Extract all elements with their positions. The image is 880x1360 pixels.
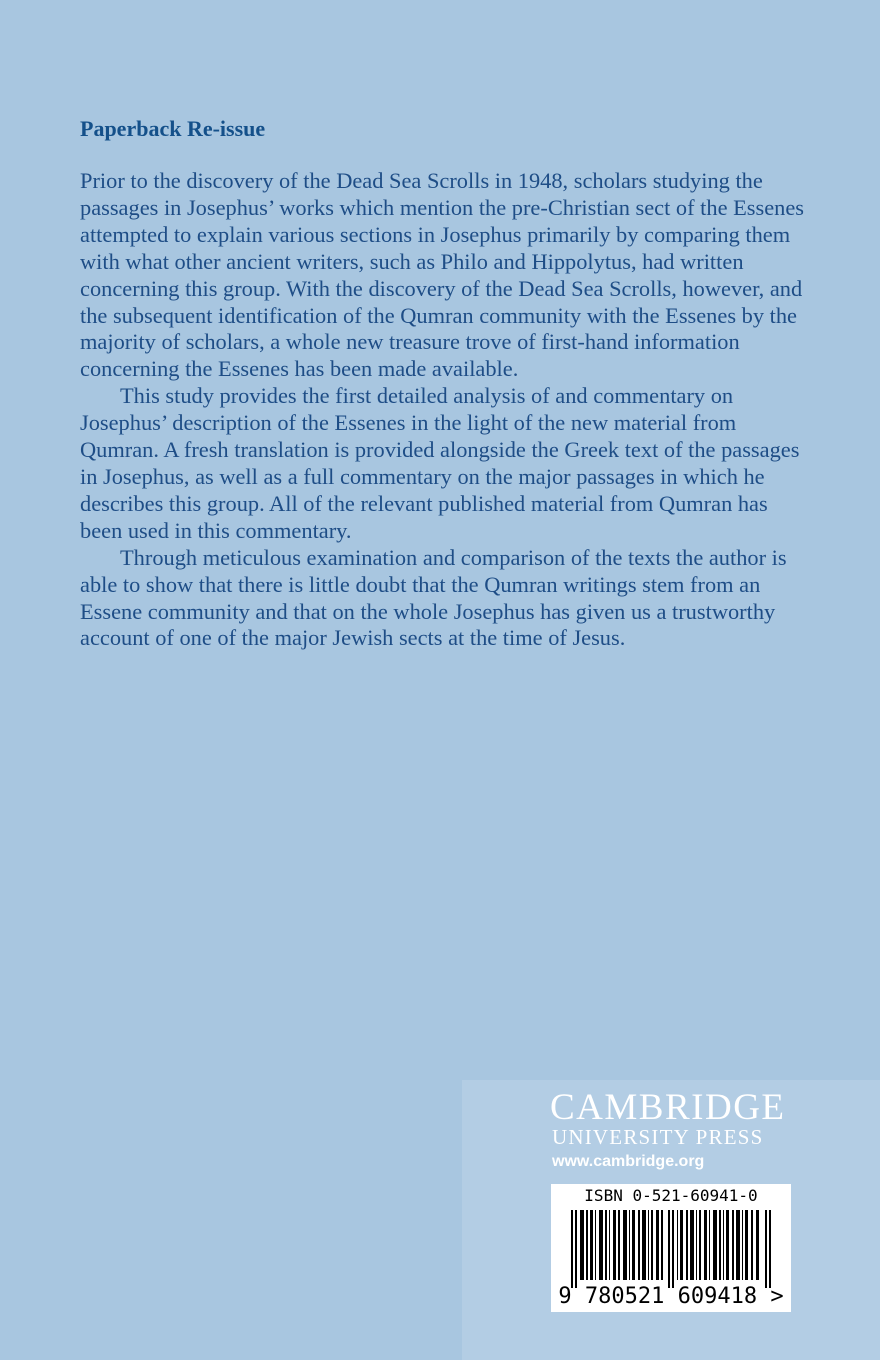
heading-paperback-reissue: Paperback Re-issue bbox=[80, 116, 266, 141]
publisher-url: www.cambridge.org bbox=[552, 1153, 705, 1170]
isbn-label: ISBN 0-521-60941-0 bbox=[584, 1186, 758, 1205]
blurb-paragraph: Through meticulous examination and comparison of the texts the author is able to show that there is little doubt that the Qumran writings stem from an Essene community and that on the whole Josephus has given us a trustworthy account of one of the major Jewish sects at the time of Jesus. bbox=[80, 544, 787, 651]
barcode bbox=[551, 1184, 791, 1312]
ean-digits: 9 780521 609418 > bbox=[558, 1284, 784, 1309]
barcode-bars-icon bbox=[571, 1210, 775, 1288]
publisher-logo-subname: UNIVERSITY PRESS bbox=[552, 1125, 764, 1149]
publisher-panel bbox=[462, 1080, 880, 1360]
publisher-logo-name: CAMBRIDGE bbox=[550, 1087, 786, 1128]
blurb-paragraph: This study provides the first detailed analysis of and commentary on Josephus’ description of the Essenes in the light of the new material from Qumran. A fresh translation is provided alongside the Greek text of the passages in Josephus, as well as a full commentary on the major passages in which he describes this group. All of the relevant published material from Qumran has been used in this commentary. bbox=[80, 383, 800, 543]
blurb-paragraph: Prior to the discovery of the Dead Sea Scrolls in 1948, scholars studying the passages in Josephus’ works which mention the pre-Christian sect of the Essenes attempted to explain various sections in Josephus primarily by comparing them with what other ancient writers, such as Philo and Hippolytus, had written concerning this group. With the discovery of the Dead Sea Scrolls, however, and the subsequent identification of the Qumran community with the Essenes by the majority of scholars, a whole new treasure trove of first-hand information concerning the Essenes has been made available. bbox=[80, 168, 805, 382]
blurb-text bbox=[80, 168, 810, 652]
